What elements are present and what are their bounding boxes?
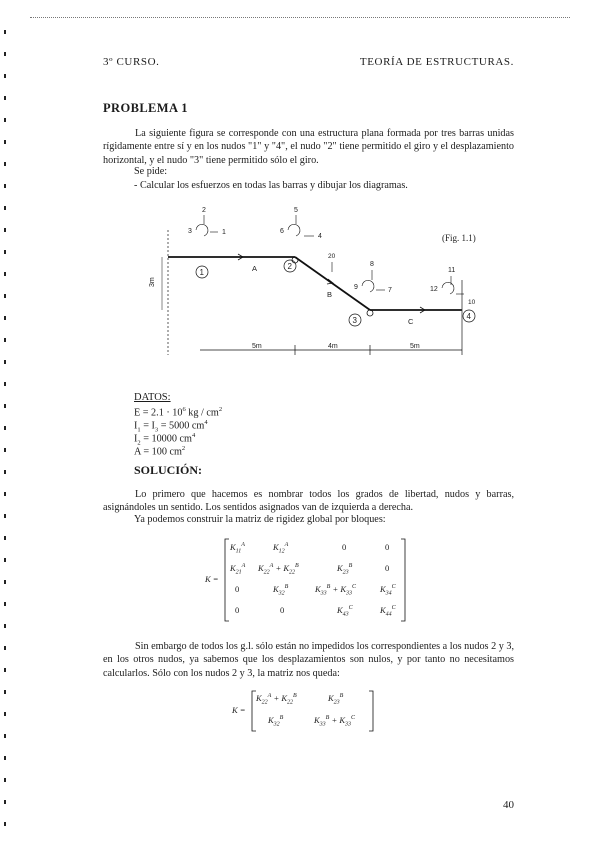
solucion-title: SOLUCIÓN: (134, 463, 203, 477)
binding-marks (0, 0, 10, 848)
header-subject: TEORÍA DE ESTRUCTURAS. (359, 56, 514, 68)
datos-title: DATOS: (134, 392, 171, 403)
dof-label: 2 (202, 207, 206, 214)
dof-label: 11 (448, 267, 456, 274)
solucion-paragraph-2: Ya podemos construir la matriz de rigidez global por bloques: (134, 514, 386, 525)
dof-label: 10 (468, 299, 476, 306)
structure-figure (130, 200, 480, 365)
dof-label: 9 (354, 284, 358, 291)
dof-label: 20 (328, 253, 336, 260)
solucion-paragraph-3: Sin embargo de todos los g.l. sólo están no impedidos los correspondientes a los nudos 2 y 3, en los otros nudos, ya sabemos que los desplazamientos son nulos, y por tanto no necesitamos calcularlos. Sólo con los nudos 2 y 3, la matriz nos queda: (103, 641, 514, 679)
datos-e: $E = 2.1 \cdot 10^6$ kg / $cm^2$ (134, 406, 223, 419)
intro-paragraph: La siguiente figura se corresponde con una estructura plana formada por tres barras unidas rígidamente entre sí y en los nudos "1" y "4", el nudo "2" tiene permitido el giro y el desplazamiento horizontal, y el nudo "3" tiene permitido sólo el giro. (103, 128, 514, 166)
bar-label-c: C (408, 317, 414, 326)
dof-label: 4 (318, 233, 322, 240)
node-label-2: 2 (287, 262, 292, 271)
page-number: 40 (503, 799, 514, 811)
problem-title: PROBLEMA 1 (103, 101, 188, 115)
figure-caption: (Fig. 1.1) (442, 233, 476, 243)
solucion-paragraph-1: Lo primero que hacemos es nombrar todos los grados de libertad, nudos y barras, asignándoles un sentido. Los sentidos asignados van de izquierda a derecha. (103, 489, 514, 514)
header-course: 3º CURSO. (103, 56, 160, 68)
dof-label: 7 (388, 287, 392, 294)
node-label-3: 3 (352, 316, 357, 325)
datos-a: A = 100 $cm^2$ (134, 445, 186, 458)
global-stiffness-matrix: K = $K_{11}^A$ $K_{12}^A$ 0 0 $K_{21}^A$ $K_{22}^A + K_{22}^B$ $K_{23}^B$ 0 0 $K_{32}^B$ $K_{33}^B + K_{33}^C$ $K_{34}^C$ 0 0 $K_{43}^C$ $K_{44}^C$ (205, 536, 415, 624)
bar-label-a: A (252, 264, 258, 273)
top-rule (30, 17, 570, 18)
dof-label: 5 (294, 207, 298, 214)
intro-task: - Calcular los esfuerzos en todas las barras y dibujar los diagramas. (134, 180, 408, 191)
bar-label-b: B (327, 290, 333, 299)
dim-label: 3m (149, 277, 156, 287)
dof-label: 6 (280, 228, 284, 235)
datos-i2: $I_2 = 10000$ $cm^4$ (134, 432, 196, 447)
dof-label: 12 (430, 286, 438, 293)
reduced-stiffness-matrix: K = $K_{22}^A + K_{22}^B$ $K_{23}^B$ $K_{32}^B$ $K_{33}^B + K_{33}^C$ (232, 688, 382, 734)
dim-label: 4m (328, 343, 338, 350)
matrix-k-label: K = (232, 705, 246, 715)
dof-label: 3 (188, 228, 192, 235)
dof-label: 8 (370, 261, 374, 268)
dim-label: 5m (410, 343, 420, 350)
matrix-k-label: K = (205, 574, 219, 584)
dim-label: 5m (252, 343, 262, 350)
node-label-1: 1 (199, 268, 204, 277)
node-label-4: 4 (466, 312, 471, 321)
dof-label: 1 (222, 229, 226, 236)
datos-i1-i3: $I_1 = I_3 = 5000$ $cm^4$ (134, 419, 208, 434)
intro-se-pide: Se pide: (134, 166, 168, 177)
